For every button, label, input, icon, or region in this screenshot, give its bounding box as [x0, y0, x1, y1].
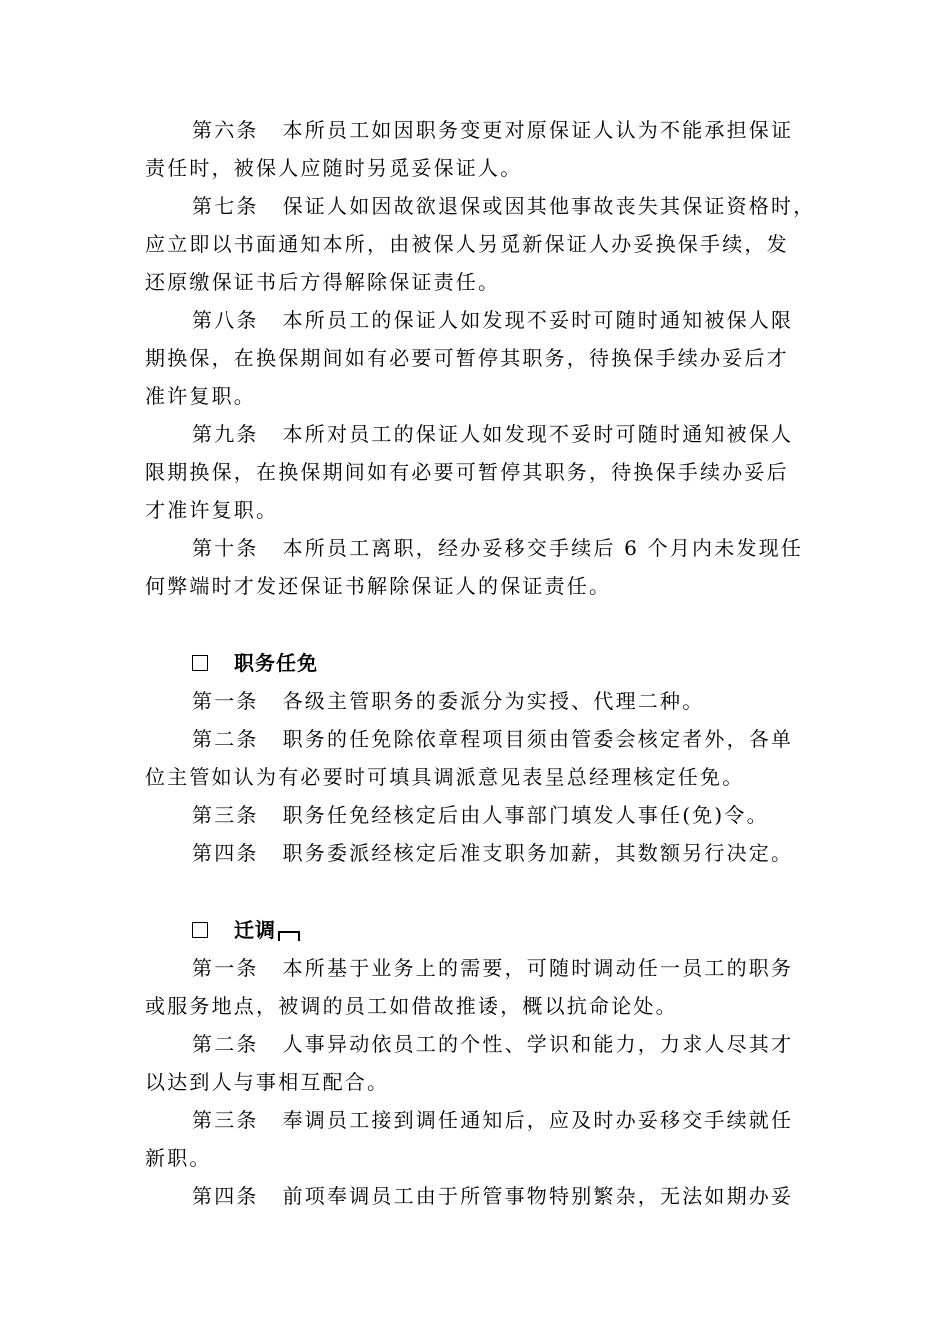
article-7-line-2: 应立即以书面通知本所，由被保人另觅新保证人办妥换保手续，发 [145, 232, 789, 256]
appoint-article-1 [0, 688, 950, 714]
bracket-mark-icon [278, 931, 300, 941]
article-10-line-1 [0, 535, 950, 561]
appoint-article-3 [0, 802, 950, 828]
article-number: 第四条 [192, 841, 259, 865]
article-7-line-1 [0, 193, 950, 219]
transfer-article-2-line-2: 以达到人与事相互配合。 [145, 1070, 390, 1094]
article-number: 第三条 [192, 1108, 259, 1132]
article-number: 第二条 [192, 727, 259, 751]
article-text: 职务的任免除依章程项目须由管委会核定者外，各单 [282, 727, 794, 751]
article-text: 保证人如因故欲退保或因其他事故丧失其保证资格时， [282, 194, 816, 218]
transfer-article-1-line-1 [0, 955, 950, 981]
article-text: 前项奉调员工由于所管事物特别繁杂，无法如期办妥 [282, 1184, 794, 1208]
section-heading-appointment [192, 650, 792, 676]
transfer-article-3-line-1 [0, 1107, 950, 1133]
transfer-article-2-line-1 [0, 1031, 950, 1057]
article-9-line-3: 才准许复职。 [145, 498, 279, 522]
checkbox-square-icon [192, 922, 208, 938]
article-10-line-2: 何弊端时才发还保证书解除保证人的保证责任。 [145, 574, 612, 598]
article-number: 第二条 [192, 1032, 259, 1056]
article-text: 本所员工的保证人如发现不妥时可随时通知被保人限 [282, 308, 794, 332]
appoint-article-2-line-1 [0, 726, 950, 752]
article-number: 第六条 [192, 118, 259, 142]
section-heading-transfer [192, 917, 792, 943]
article-number: 第七条 [192, 194, 259, 218]
article-8-line-3: 准许复职。 [145, 384, 256, 408]
article-text: 本所员工如因职务变更对原保证人认为不能承担保证 [282, 118, 794, 142]
article-number: 第一条 [192, 956, 259, 980]
article-6-line-2: 责任时，被保人应随时另觅妥保证人。 [145, 156, 523, 180]
article-text: 职务委派经核定后准支职务加薪，其数额另行决定。 [282, 841, 794, 865]
section-title: 迁调 [234, 918, 276, 942]
article-text: 各级主管职务的委派分为实授、代理二种。 [282, 689, 705, 713]
article-7-line-3: 还原缴保证书后方得解除保证责任。 [145, 270, 501, 294]
article-number: 第一条 [192, 689, 259, 713]
article-text: 本所基于业务上的需要，可随时调动任一员工的职务 [282, 956, 794, 980]
section-title: 职务任免 [234, 651, 318, 675]
transfer-article-1-line-2: 或服务地点，被调的员工如借故推诿，概以抗命论处。 [145, 994, 678, 1018]
article-8-line-1 [0, 307, 950, 333]
article-text: 人事异动依员工的个性、学识和能力，力求人尽其才 [282, 1032, 794, 1056]
article-9-line-2: 限期换保，在换保期间如有必要可暂停其职务，待换保手续办妥后 [145, 460, 789, 484]
transfer-article-4-line-1 [0, 1183, 950, 1209]
article-8-line-2: 期换保，在换保期间如有必要可暂停其职务，待换保手续办妥后才 [145, 346, 789, 370]
transfer-article-3-line-2: 新职。 [145, 1146, 212, 1170]
article-number: 第十条 [192, 536, 259, 560]
appoint-article-4 [0, 840, 950, 866]
article-text: 本所对员工的保证人如发现不妥时可随时通知被保人 [282, 422, 794, 446]
article-number: 第八条 [192, 308, 259, 332]
article-text: 本所员工离职，经办妥移交手续后 6 个月内未发现任 [282, 536, 804, 560]
article-number: 第四条 [192, 1184, 259, 1208]
article-text: 职务任免经核定后由人事部门填发人事任(免)令。 [282, 803, 769, 827]
article-6-line-1 [0, 117, 950, 143]
article-number: 第三条 [192, 803, 259, 827]
article-9-line-1 [0, 421, 950, 447]
checkbox-square-icon [192, 655, 208, 671]
article-text: 奉调员工接到调任通知后，应及时办妥移交手续就任 [282, 1108, 794, 1132]
appoint-article-2-line-2: 位主管如认为有必要时可填具调派意见表呈总经理核定任免。 [145, 765, 745, 789]
article-number: 第九条 [192, 422, 259, 446]
